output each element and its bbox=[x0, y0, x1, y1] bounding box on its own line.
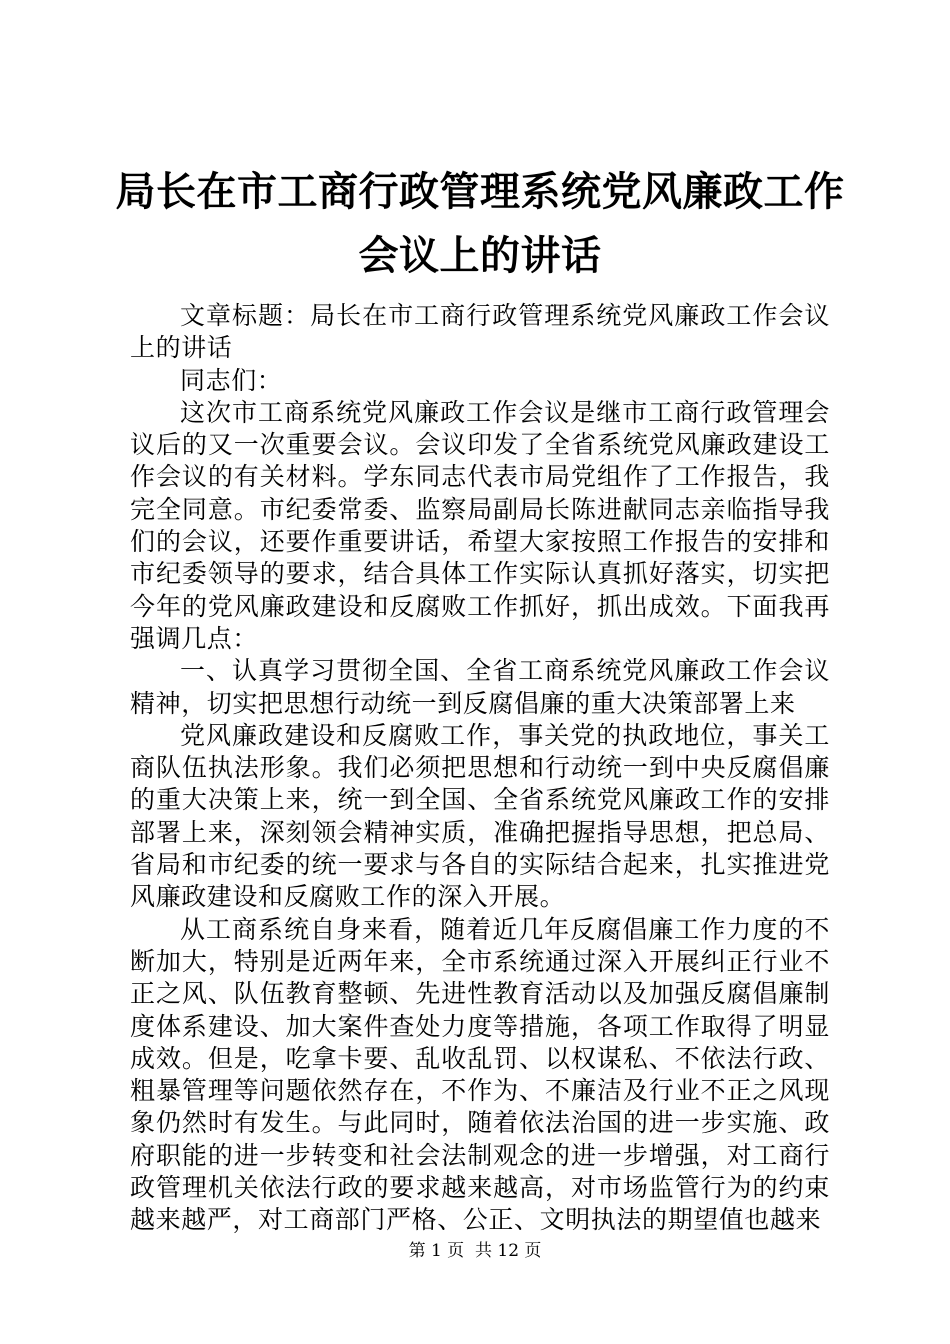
document-body bbox=[130, 300, 830, 1237]
page-number-label: 第 1 页 共 12 页 bbox=[408, 1241, 542, 1261]
document-title: 局长在市工商行政管理系统党风廉政工作会议上的讲话 bbox=[115, 169, 845, 279]
paragraph-article-title: 文章标题：局长在市工商行政管理系统党风廉政工作会议上的讲话 bbox=[130, 301, 830, 363]
paragraph-intro: 这次市工商系统党风廉政工作会议是继市工商行政管理会议后的又一次重要会议。会议印发了全省系统党风廉政建设工作会议的有关材料。学东同志代表市局党组作了工作报告，我完全同意。市纪委常委、监察局副局长陈进献同志亲临指导我们的会议，还要作重要讲话，希望大家按照工作报告的安排和市纪委领导的要求，结合具体工作实际认真抓好落实，切实把今年的党风廉政建设和反腐败工作抓好，抓出成效。下面我再强调几点： bbox=[130, 397, 830, 653]
paragraph-salutation: 同志们： bbox=[180, 365, 283, 395]
paragraph-body-1: 党风廉政建设和反腐败工作，事关党的执政地位，事关工商队伍执法形象。我们必须把思想和行动统一到中央反腐倡廉的重大决策上来，统一到全国、全省系统党风廉政工作的安排部署上来，深刻领会精神实质，准确把握指导思想，把总局、省局和市纪委的统一要求与各自的实际结合起来，扎实推进党风廉政建设和反腐败工作的深入开展。 bbox=[130, 720, 830, 912]
page-footer bbox=[0, 1241, 950, 1261]
paragraph-body-2: 从工商系统自身来看，随着近几年反腐倡廉工作力度的不断加大，特别是近两年来，全市系统通过深入开展纠正行业不正之风、队伍教育整顿、先进性教育活动以及加强反腐倡廉制度体系建设、加大案件查处力度等措施，各项工作取得了明显成效。但是，吃拿卡要、乱收乱罚、以权谋私、不依法行政、粗暴管理等问题依然存在，不作为、不廉洁及行业不正之风现象仍然时有发生。与此同时，随着依法治国的进一步实施、政府职能的进一步转变和社会法制观念的进一步增强，对工商行政管理机关依法行政的要求越来越高，对市场监管行为的约束越来越严，对工商部门严格、公正、文明执法的期望值也越来 bbox=[130, 914, 830, 1235]
paragraph-section-heading-1: 一、认真学习贯彻全国、全省工商系统党风廉政工作会议精神，切实把思想行动统一到反腐倡廉的重大决策部署上来 bbox=[130, 656, 830, 718]
